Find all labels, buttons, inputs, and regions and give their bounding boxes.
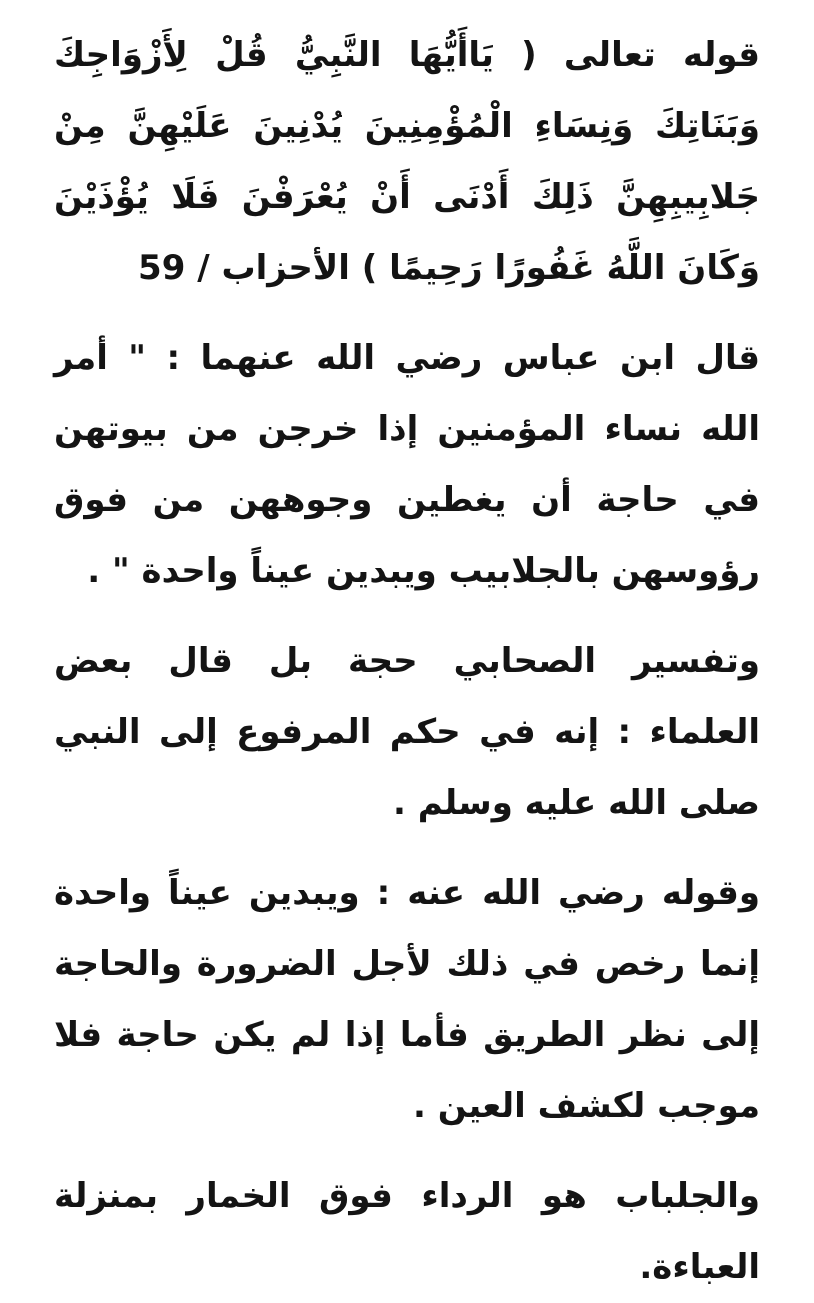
- paragraph-jilbab-definition: والجلباب هو الرداء فوق الخمار بمنزلة العباءة.: [54, 1176, 760, 1287]
- paragraph-one-eye-explanation: وقوله رضي الله عنه : ويبدين عيناً واحدة إنما رخص في ذلك لأجل الضرورة والحاجة إلى نظر الطريق فأما إذا لم يكن حاجة فلا موجب لكشف العين .: [54, 873, 760, 1126]
- paragraph-quran-verse: قوله تعالى ( يَاأَيُّهَا النَّبِيُّ قُلْ لِأَزْوَاجِكَ وَبَنَاتِكَ وَنِسَاءِ الْمُؤْمِنِينَ يُدْنِينَ عَلَيْهِنَّ مِنْ جَلابِيبِهِنَّ ذَلِكَ أَدْنَى أَنْ يُعْرَفْنَ فَلَا يُؤْذَيْنَ وَكَانَ اللَّهُ غَفُورًا رَحِيمًا ) الأحزاب / 59: [54, 35, 760, 288]
- paragraph-companion-tafsir: وتفسير الصحابي حجة بل قال بعض العلماء : إنه في حكم المرفوع إلى النبي صلى الله عليه وسلم .: [54, 641, 760, 823]
- paragraph-ibn-abbas-quote: قال ابن عباس رضي الله عنهما : " أمر الله نساء المؤمنين إذا خرجن من بيوتهن في حاجة أن يغطين وجوههن من فوق رؤوسهن بالجلابيب ويبدين عيناً واحدة " .: [54, 338, 760, 591]
